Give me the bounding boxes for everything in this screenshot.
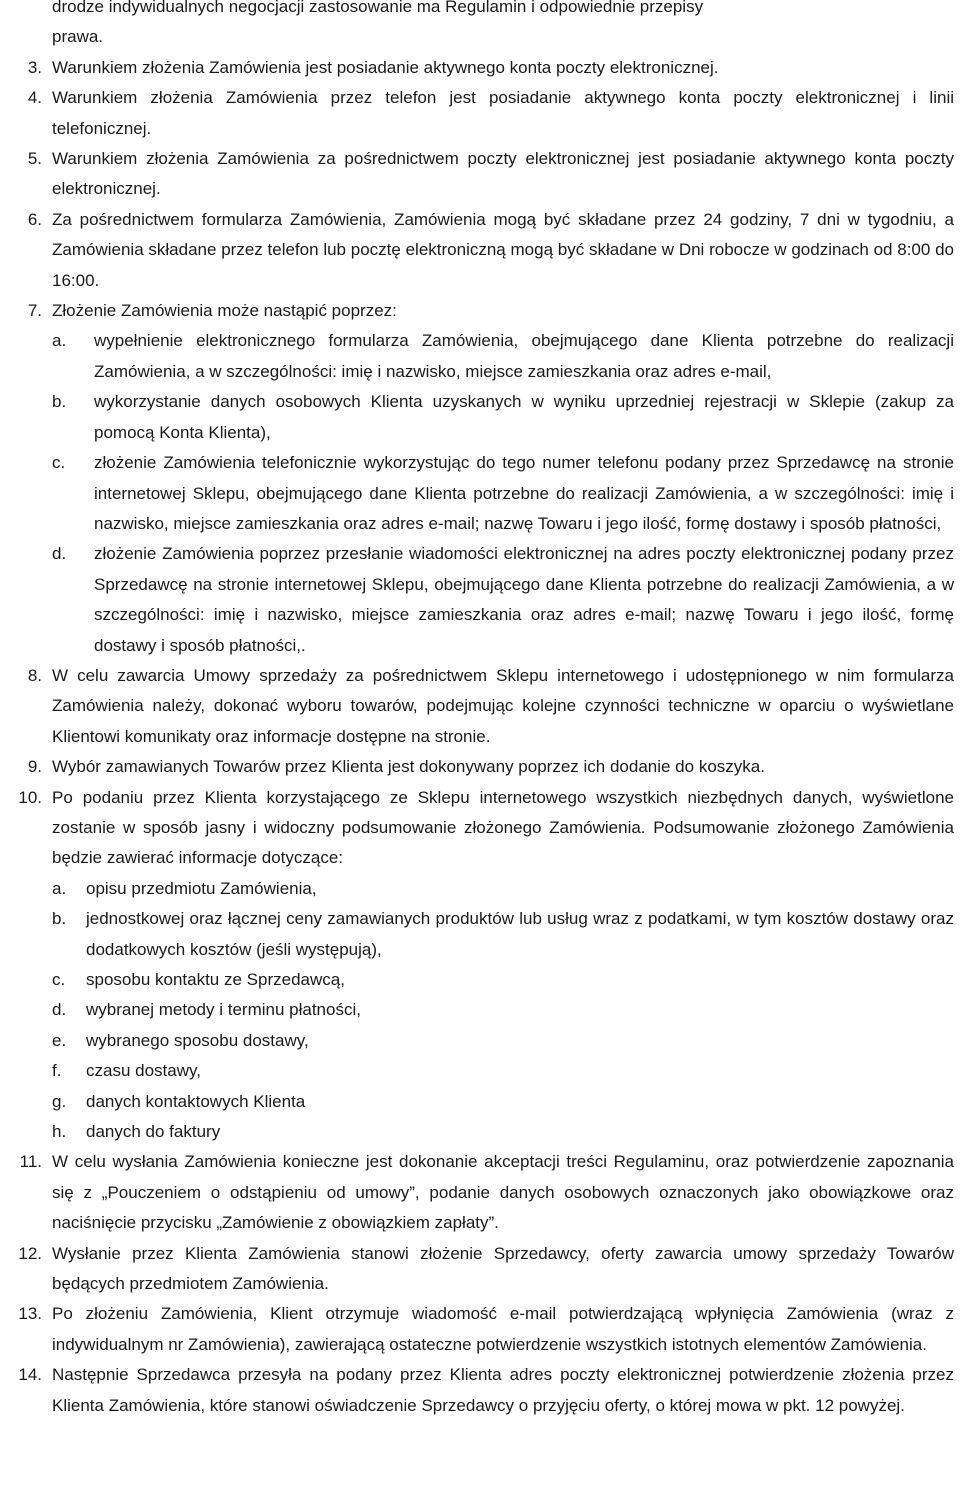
list-item-8	[10, 661, 954, 752]
item-text: Następnie Sprzedawca przesyła na podany przez Klienta adres poczty elektronicznej potwierdzenie złożenia przez Klienta Zamówienia, które stanowi oświadczenie Sprzedawcy o przyjęciu oferty, o której mowa w pkt. 12 powyżej.	[52, 1365, 954, 1415]
list-item-14	[10, 1360, 954, 1421]
item-number: 4.	[27, 88, 42, 108]
sub-letter: b.	[52, 392, 67, 412]
sub-text: wybranej metody i terminu płatności,	[86, 1000, 361, 1020]
sub-item-10h	[52, 1117, 954, 1147]
sub-letter: g.	[52, 1091, 67, 1111]
item-text: Wysłanie przez Klienta Zamówienia stanowi złożenie Sprzedawcy, oferty zawarcia umowy sprzedaży Towarów będących przedmiotem Zamówienia.	[52, 1243, 954, 1294]
sub-letter: f.	[52, 1061, 62, 1081]
item-number: 3.	[27, 57, 42, 77]
sub-item-10f	[52, 1056, 954, 1086]
item-text: Wybór zamawianych Towarów przez Klienta jest dokonywany poprzez ich dodanie do koszyka.	[52, 757, 765, 777]
item-number: 14.	[18, 1365, 42, 1385]
item-text: Warunkiem złożenia Zamówienia jest posiadanie aktywnego konta poczty elektronicznej.	[52, 57, 719, 77]
sub-item-7a	[52, 326, 954, 387]
item-text: Złożenie Zamówienia może nastąpić poprzez:	[52, 301, 397, 321]
item-text: Po podaniu przez Klienta korzystającego ze Sklepu internetowego wszystkich niezbędnych danych, wyświetlone zostanie w sposób jasny i widoczny podsumowanie złożonego Zamówienia. Podsumowanie złożonego Zamówienia będzie zawierać informacje dotyczące:	[52, 787, 954, 868]
sub-item-10g	[52, 1087, 954, 1117]
sub-text: sposobu kontaktu ze Sprzedawcą,	[86, 970, 345, 989]
sub-text: złożenie Zamówienia poprzez przesłanie wiadomości elektronicznej na adres poczty elektronicznej podany przez Sprzedawcę na stronie internetowej Sklepu, obejmującego dane Klienta potrzebne do realizacji Zamówienia, a w szczególności: imię i nazwisko, miejsce zamieszkania oraz adres e-mail; nazwę Towaru i jego ilość, formę dostawy i sposób płatności,.	[94, 544, 954, 655]
item-text: Warunkiem złożenia Zamówienia za pośrednictwem poczty elektronicznej jest posiadanie aktywnego konta poczty elektronicznej.	[52, 149, 954, 199]
sub-item-10e	[52, 1026, 954, 1056]
intro-paragraph	[52, 0, 954, 53]
sub-text: czasu dostawy,	[86, 1061, 201, 1081]
item-number: 5.	[27, 149, 42, 169]
sub-text: złożenie Zamówienia telefonicznie wykorzystując do tego numer telefonu podany przez Sprzedawcę na stronie internetowej Sklepu, obejmującego dane Klienta potrzebne do realizacji Zamówienia, a w szczególności: imię i nazwisko, miejsce zamieszkania oraz adres e-mail; nazwę Towaru i jego ilość, formę dostawy i sposób płatności,	[94, 453, 954, 533]
item-text: Po złożeniu Zamówienia, Klient otrzymuje wiadomość e-mail potwierdzającą wpłynięcia Zamówienia (wraz z indywidualnym nr Zamówienia), zawierającą ostateczne potwierdzenie wszystkich istotnych elementów Zamówienia.	[52, 1304, 954, 1354]
list-item-4	[10, 83, 954, 144]
item-number: 6.	[27, 209, 42, 229]
item-number: 7.	[27, 301, 42, 321]
item-number: 10.	[18, 787, 42, 807]
list-item-12	[10, 1239, 954, 1300]
sub-letter: b.	[52, 909, 67, 929]
intro-line-1: drodze indywidualnych negocjacji zastosowanie ma Regulamin i odpowiednie przepisy	[52, 0, 704, 16]
sub-item-10a	[52, 874, 954, 904]
list-item-10	[10, 783, 954, 874]
item-number: 13.	[18, 1304, 42, 1324]
item-number: 11.	[19, 1152, 42, 1172]
sub-letter: c.	[52, 453, 66, 473]
item-text: Warunkiem złożenia Zamówienia przez telefon jest posiadanie aktywnego konta poczty elektronicznej i linii telefonicznej.	[52, 88, 954, 138]
list-item-7	[10, 296, 954, 326]
sub-item-10b	[52, 904, 954, 965]
sub-letter: e.	[52, 1030, 67, 1050]
sub-text: danych do faktury	[86, 1122, 221, 1142]
sub-text: wypełnienie elektronicznego formularza Zamówienia, obejmującego dane Klienta potrzebne do realizacji Zamówienia, a w szczególności: imię i nazwisko, miejsce zamieszkania oraz adres e-mail,	[94, 331, 954, 381]
sub-item-7b	[52, 387, 954, 448]
item-number: 12.	[18, 1243, 42, 1263]
sub-letter: a.	[52, 878, 67, 898]
sub-letter: d.	[52, 544, 67, 564]
sub-item-10c	[52, 965, 954, 995]
item-text: Za pośrednictwem formularza Zamówienia, Zamówienia mogą być składane przez 24 godziny, 7 dni w tygodniu, a Zamówienia składane przez telefon lub pocztę elektroniczną mogą być składane w Dni robocze w godzinach od 8:00 do 16:00.	[52, 209, 954, 290]
sub-item-7d	[52, 539, 954, 661]
sub-item-10d	[52, 995, 954, 1025]
sub-letter: h.	[52, 1122, 67, 1142]
sub-item-7c	[52, 448, 954, 539]
sub-letter: a.	[52, 331, 67, 351]
sub-letter: d.	[52, 1000, 67, 1020]
item-number: 8.	[27, 665, 42, 685]
list-item-13	[10, 1299, 954, 1360]
sub-text: wybranego sposobu dostawy,	[86, 1030, 309, 1050]
item-text: W celu zawarcia Umowy sprzedaży za pośrednictwem Sklepu internetowego i udostępnionego w nim formularza Zamówienia należy, dokonać wyboru towarów, podejmując kolejne czynności techniczne w oparciu o wyświetlane Klientowi komunikaty oraz informacje dostępne na stronie.	[52, 665, 954, 746]
sub-letter: c.	[52, 970, 66, 989]
intro-line-2: prawa.	[52, 27, 104, 47]
list-item-6	[10, 205, 954, 296]
sub-text: jednostkowej oraz łącznej ceny zamawianych produktów lub usług wraz z podatkami, w tym kosztów dostawy oraz dodatkowych kosztów (jeśli występują),	[86, 909, 954, 959]
list-item-9	[10, 752, 954, 782]
sub-text: opisu przedmiotu Zamówienia,	[86, 878, 317, 898]
item-text: W celu wysłania Zamówienia konieczne jest dokonanie akceptacji treści Regulaminu, oraz potwierdzenie zapoznania się z „Pouczeniem o odstąpieniu od umowy”, podanie danych osobowych oznaczonych jako obowiązkowe oraz naciśnięcie przycisku „Zamówienie z obowiązkiem zapłaty”.	[52, 1152, 954, 1233]
sub-text: wykorzystanie danych osobowych Klienta uzyskanych w wyniku uprzedniej rejestracji w Sklepie (zakup za pomocą Konta Klienta),	[94, 392, 954, 442]
sub-text: danych kontaktowych Klienta	[86, 1091, 306, 1111]
list-item-5	[10, 144, 954, 205]
list-item-3	[10, 53, 954, 83]
item-number: 9.	[27, 757, 42, 777]
list-item-11	[10, 1147, 954, 1238]
